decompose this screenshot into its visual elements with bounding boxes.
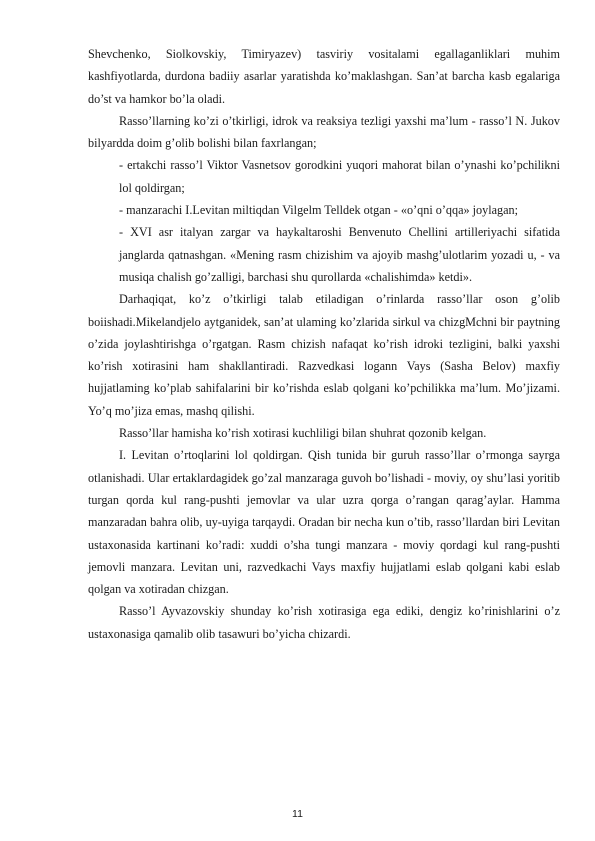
paragraph-3-list-item: - ertakchi rasso’l Viktor Vasnetsov gorodkini yuqori mahorat bilan o’ynashi ko’pchilikni lol qoldirgan; [119, 158, 560, 195]
body-text [88, 43, 560, 645]
paragraph-1: Shevchenko, Siolkovskiy, Timiryazev) tasviriy vositalami egallaganliklari muhim kashfiyotlarda, durdona badiiy asarlar yaratishda ko’maklashgan. San’at barcha kasb egalariga do’st va hamkor bo’la oladi. [88, 47, 560, 106]
paragraph-8: I. Levitan o’rtoqlarini lol qoldirgan. Qish tunida bir guruh rasso’llar o’rmonga sayrga otlanishadi. Ular ertaklardagidek go’zal manzaraga guvoh bo’lishadi - moviy, oy shu’lasi yoritib turgan qorda kul rang-pushti jemovlar va ular uzra qorga o’rangan qarag’aylar. Hamma manzaradan bahra olib, uy-uyiga tarqaydi. Oradan bir necha kun o’tib, rasso’llardan biri Levitan ustaxonasida kartinani ko’radi: xuddi o’sha tungi manzara - moviy qordagi kul rang-pushti jemovli manzara. Levitan uni, razvedkachi Vays maxfiy hujjatlami eslab qolgani kabi eslab qolgan va xotiradan chizgan. [88, 448, 560, 597]
paragraph-5-list-item: - XVI asr italyan zargar va haykaltaroshi Benvenuto Chellini artilleriyachi sifatida janglarda qatnashgan. «Mening rasm chizishim va ajoyib mashg’ulotlarim yozadi u, - va musiqa chalish go’zalligi, barchasi shu qurollarda «chalishimda» ketdi». [119, 225, 560, 284]
paragraph-4-list-item: - manzarachi I.Levitan miltiqdan Vilgelm Telldek otgan - «o’qni o’qqa» joylagan; [119, 203, 519, 218]
paragraph-9: Rasso’l Ayvazovskiy shunday ko’rish xotirasiga ega ediki, dengiz ko’rinishlarini o’z ustaxonasiga qamalib olib tasawuri bo’yicha chizardi. [88, 604, 560, 641]
paragraph-2: Rasso’llarning ko’zi o’tkirligi, idrok va reaksiya tezligi yaxshi ma’lum - rasso’l N. Jukov bilyardda doim g’olib bolishi bilan faxrlangan; [88, 113, 560, 151]
paragraph-7: Rasso’llar hamisha ko’rish xotirasi kuchliligi bilan shuhrat qozonib kelgan. [119, 426, 487, 441]
paragraph-6: Darhaqiqat, ko’z o’tkirligi talab etiladigan o’rinlarda rasso’llar oson g’olib boiishadi.Mikelandjelo aytganidek, san’at ulaming ko’zlarida sirkul va chizgMchni bir paytning o’zida joylashtirishga o’rgatgan. Rasm chizish nafaqat ko’rish idroki tezligini, balki yaxshi ko’rish xotirasini ham shakllantiradi. Razvedkasi logann Vays (Sasha Belov) maxfiy hujjatlaming ko’plab sahifalarini bir ko’rishda eslab qolgani ko’pchilikka ma’lum. Mo’jizami. Yo’q mo’jiza emas, mashq qilishi. [88, 292, 560, 418]
page-number: 11 [292, 808, 303, 820]
